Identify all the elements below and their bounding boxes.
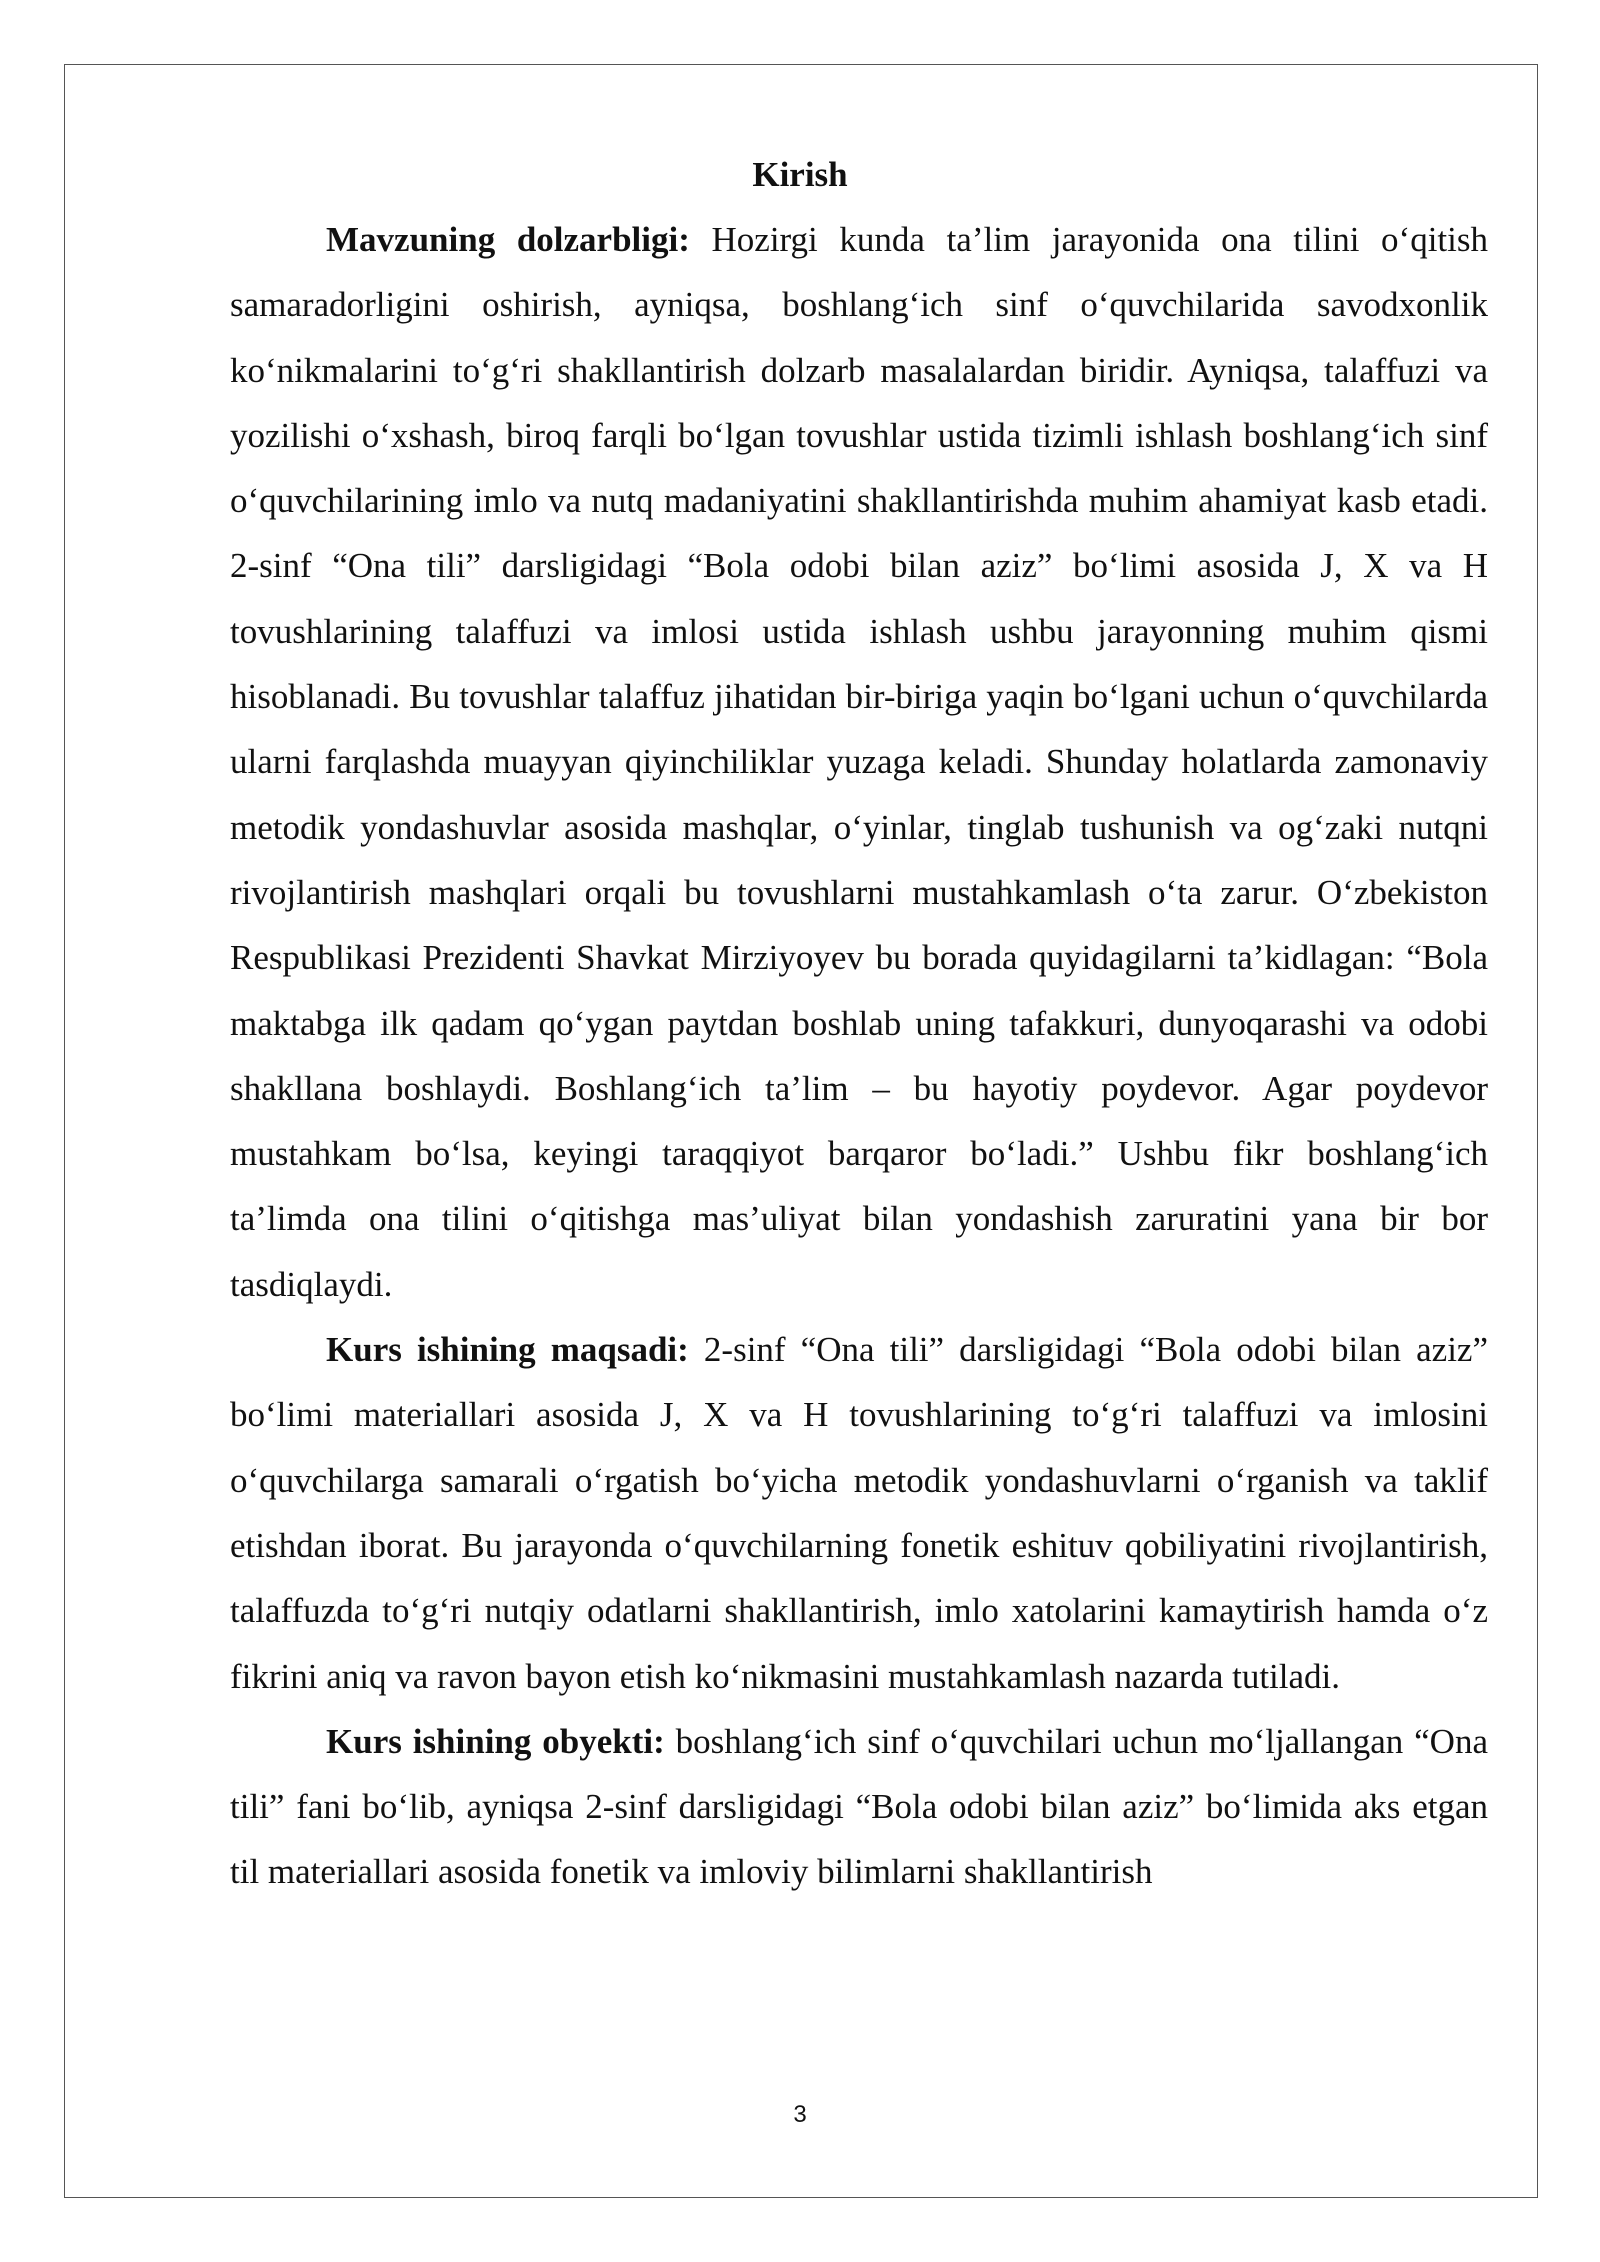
page-number: 3 xyxy=(793,2101,807,2128)
paragraph-relevance xyxy=(230,207,1488,1317)
paragraph-goal xyxy=(230,1317,1488,1709)
paragraph-object xyxy=(230,1709,1488,1905)
document-body xyxy=(230,207,1488,1905)
paragraph-text: boshlang‘ich sinf o‘quvchilari uchun mo‘ljallangan “Ona tili” fani bo‘lib, ayniqsa 2-sinf darsligidagi “Bola odobi bilan aziz” bo‘limida aks etgan til materiallari asosida fonetik va imloviy bilimlarni shakllantirish xyxy=(230,1721,1488,1892)
paragraph-lead: Mavzuning dolzarbligi: xyxy=(326,220,690,259)
paragraph-text: 2-sinf “Ona tili” darsligidagi “Bola odobi bilan aziz” bo‘limi materiallari asosida J, X va H tovushlarining to‘g‘ri talaffuzi va imlosini o‘quvchilarga samarali o‘rgatish bo‘yicha metodik yondashuvlarni o‘rganish va taklif etishdan iborat. Bu jarayonda o‘quvchilarning fonetik eshituv qobiliyatini rivojlantirish, talaffuzda to‘g‘ri nutqiy odatlarni shakllantirish, imlo xatolarini kamaytirish hamda o‘z fikrini aniq va ravon bayon etish ko‘nikmasini mustahkamlash nazarda tutiladi. xyxy=(230,1330,1488,1696)
paragraph-lead: Kurs ishining obyekti: xyxy=(326,1721,665,1761)
section-title: Kirish xyxy=(752,155,848,194)
paragraph-text: Hozirgi kunda ta’lim jarayonida ona tilini o‘qitish samaradorligini oshirish, ayniqsa, boshlang‘ich sinf o‘quvchilarida savodxonlik ko‘nikmalarini to‘g‘ri shakllantirish dolzarb masalalardan biridir. Ayniqsa, talaffuzi va yozilishi o‘xshash, biroq farqli bo‘lgan tovushlar ustida tizimli ishlash boshlang‘ich sinf o‘quvchilarining imlo va nutq madaniyatini shakllantirishda muhim ahamiyat kasb etadi. 2-sinf “Ona tili” darsligidagi “Bola odobi bilan aziz” bo‘limi asosida J, X va H tovushlarining talaffuzi va imlosi ustida ishlash ushbu jarayonning muhim qismi hisoblanadi. Bu tovushlar talaffuz jihatidan bir-biriga yaqin bo‘lgani uchun o‘quvchilarda ularni farqlashda muayyan qiyinchiliklar yuzaga keladi. Shunday holatlarda zamonaviy metodik yondashuvlar asosida mashqlar, o‘yinlar, tinglab tushunish va og‘zaki nutqni rivojlantirish mashqlari orqali bu tovushlarni mustahkamlash o‘ta zarur. O‘zbekiston Respublikasi Prezidenti Shavkat Mirziyoyev bu borada quyidagilarni ta’kidlagan: “Bola maktabga ilk qadam qo‘ygan paytdan boshlab uning tafakkuri, dunyoqarashi va odobi shakllana boshlaydi. Boshlang‘ich ta’lim – bu hayotiy poydevor. Agar poydevor mustahkam bo‘lsa, keyingi taraqqiyot barqaror bo‘ladi.” Ushbu fikr boshlang‘ich ta’limda ona tilini o‘qitishga mas’uliyat bilan yondashish zaruratini yana bir bor tasdiqlaydi. xyxy=(230,220,1488,1304)
paragraph-lead: Kurs ishining maqsadi: xyxy=(326,1330,689,1370)
